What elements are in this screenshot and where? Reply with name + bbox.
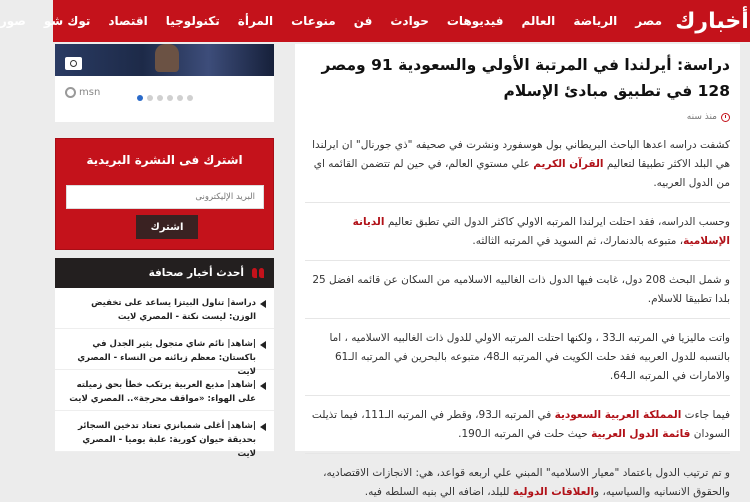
carousel-dot[interactable] xyxy=(147,95,153,101)
arrow-icon xyxy=(260,341,266,349)
carousel-dot[interactable] xyxy=(137,95,143,101)
paragraph-text: و تم ترتيب الدول باعتماد "معيار الاسلاميه" المبني علي اربعه قواعد، هي: الانجازات الاقتصاديه، والحقوق الانسانيه والسياسيه، و xyxy=(323,467,730,498)
list-item-text[interactable]: |شاهد| نائم شاي متجول يثير الجدل في باكستان: معظم زبائنه من النساء - المصري لايت xyxy=(77,339,256,377)
nav-item-egypt[interactable]: مصر xyxy=(635,14,662,28)
divider xyxy=(305,318,730,319)
carousel-dot[interactable] xyxy=(187,95,193,101)
camera-icon xyxy=(65,57,82,70)
article-paragraph: و شمل البحث 208 دول، غابت فيها الدول ذات الغالبيه الاسلاميه من السكان عن قائمه افضل 25 بلدا تطبيقا للاسلام. xyxy=(312,274,730,305)
carousel-dot[interactable] xyxy=(167,95,173,101)
paragraph-text: ، متبوعه بالدنمارك، ثم السويد في المرتبه الثالثه. xyxy=(472,235,684,247)
ad-carousel[interactable] xyxy=(55,44,274,122)
nav-item-accidents[interactable]: حوادث xyxy=(390,14,429,28)
arrow-icon xyxy=(260,300,266,308)
nav-item-videos[interactable]: فيديوهات xyxy=(446,14,504,28)
subscribe-button[interactable]: اشترك xyxy=(136,215,198,239)
msn-logo[interactable] xyxy=(65,87,100,98)
article-headline: دراسة: أيرلندا في المرتبة الأولي والسعودية 91 ومصر 128 في تطبيق مبادئ الإسلام xyxy=(321,56,730,100)
article-meta xyxy=(305,112,730,122)
carousel-dot[interactable] xyxy=(157,95,163,101)
newsletter-title: اشترك فى النشرة البريدية xyxy=(86,153,243,167)
nav-item-technology[interactable]: تكنولوجيا xyxy=(165,14,220,28)
press-news-box xyxy=(55,258,274,459)
divider xyxy=(305,453,730,454)
article-paragraph xyxy=(305,406,730,444)
keyword-link[interactable]: المملكة العربية السعودية xyxy=(554,409,682,421)
article-paragraph: واتت ماليزيا في المرتبه الـ33 ، ولكنها احتلت المرتبه الاولي للدول ذات الغالبيه الاسلاميه ، اما بالنسبه للدول العربيه فقد حلت الكويت في المرتبه الـ48، متبوعه بالبحرين في المرتبه الـ61 والامارات في المرتبه الـ64. xyxy=(329,332,730,382)
ad-figure xyxy=(155,44,179,72)
msn-label: msn xyxy=(79,87,101,98)
article-paragraph xyxy=(305,213,730,251)
ad-image[interactable] xyxy=(55,44,274,76)
arrow-icon xyxy=(260,423,266,431)
site-logo[interactable] xyxy=(675,3,749,39)
divider xyxy=(305,395,730,396)
paragraph-text: كشفت دراسه اعدها الباحث البريطاني بول هوسفورد ونشرت في صحيفه "ذي جورنال" ان ايرلندا هي البلد الاكثر تطبيقا لتعاليم xyxy=(312,139,730,170)
article-body xyxy=(295,44,740,498)
quote-icon xyxy=(250,267,264,279)
top-navbar xyxy=(0,0,750,42)
article-paragraph xyxy=(305,464,730,502)
paragraph-text: فيما جاءت xyxy=(681,409,730,421)
carousel-dots xyxy=(137,95,193,101)
paragraph-text: للبلد، اضافه الي بنيه السلطه فيه. xyxy=(364,486,513,498)
main-nav xyxy=(0,0,662,42)
keyword-link[interactable]: قائمة الدول العربية xyxy=(591,428,691,440)
nav-item-misc[interactable]: منوعات xyxy=(291,14,336,28)
list-item-text[interactable]: |شاهد| مذيع العربية يرتكب خطأ بحق زميلته على الهواء: «مواقف محرجة».. المصري لايت xyxy=(69,380,256,404)
divider xyxy=(305,260,730,261)
list-item[interactable] xyxy=(55,329,274,377)
article-paragraph xyxy=(305,136,730,193)
keyword-link[interactable]: الديانة الإسلامية xyxy=(352,216,730,247)
nav-item-sports[interactable]: الرياضة xyxy=(573,14,618,28)
carousel-dot[interactable] xyxy=(177,95,183,101)
paragraph-text: في المرتبه الـ93، وقطر في المرتبه الـ111، فيما تذيلت السودان xyxy=(311,409,730,440)
clock-icon xyxy=(721,113,730,122)
divider xyxy=(305,202,730,203)
nav-item-women[interactable]: المرأة xyxy=(237,14,274,28)
arrow-icon xyxy=(260,382,266,390)
nav-item-talkshow[interactable]: توك شو xyxy=(43,14,91,28)
keyword-link[interactable]: القرآن الكريم xyxy=(533,158,604,170)
site-logo-text: أخبارك xyxy=(675,8,749,34)
nav-item-economy[interactable]: اقتصاد xyxy=(108,14,148,28)
nav-item-art[interactable]: فن xyxy=(353,14,373,28)
paragraph-text: حيث حلت في المرتبه الـ190. xyxy=(458,428,592,440)
list-item[interactable] xyxy=(55,411,274,459)
paragraph-text: علي مستوي العالم، في حين لم تتضمن القائمه اي من الدول العربيه. xyxy=(313,158,730,189)
list-item-text[interactable]: |شاهد| أغلى شمبانزي تعتاد تدخين السجائر بحديقة حيوان كورية: علبة يوميا - المصري لايت xyxy=(77,421,256,459)
keyword-link[interactable]: العلاقات الدولية xyxy=(512,486,595,498)
list-item-text[interactable]: دراسة| تناول البيتزا يساعد على تخفيض الوزن: ليست نكتة - المصري لايت xyxy=(91,298,256,322)
nav-item-photos[interactable]: صور xyxy=(0,14,26,28)
press-news-title: أحدث أخبار صحافة xyxy=(148,267,244,279)
msn-icon xyxy=(65,87,76,98)
email-input[interactable] xyxy=(66,185,264,209)
press-news-header xyxy=(55,258,274,288)
list-item[interactable] xyxy=(55,288,274,329)
article-time: منذ سنه xyxy=(686,112,717,122)
sidebar xyxy=(55,44,274,459)
newsletter-box xyxy=(55,138,274,250)
nav-item-world[interactable]: العالم xyxy=(521,14,556,28)
paragraph-text: وحسب الدراسه، فقد احتلت ايرلندا المرتبه الاولي كاكثر الدول التي تطبق تعاليم xyxy=(384,216,730,228)
